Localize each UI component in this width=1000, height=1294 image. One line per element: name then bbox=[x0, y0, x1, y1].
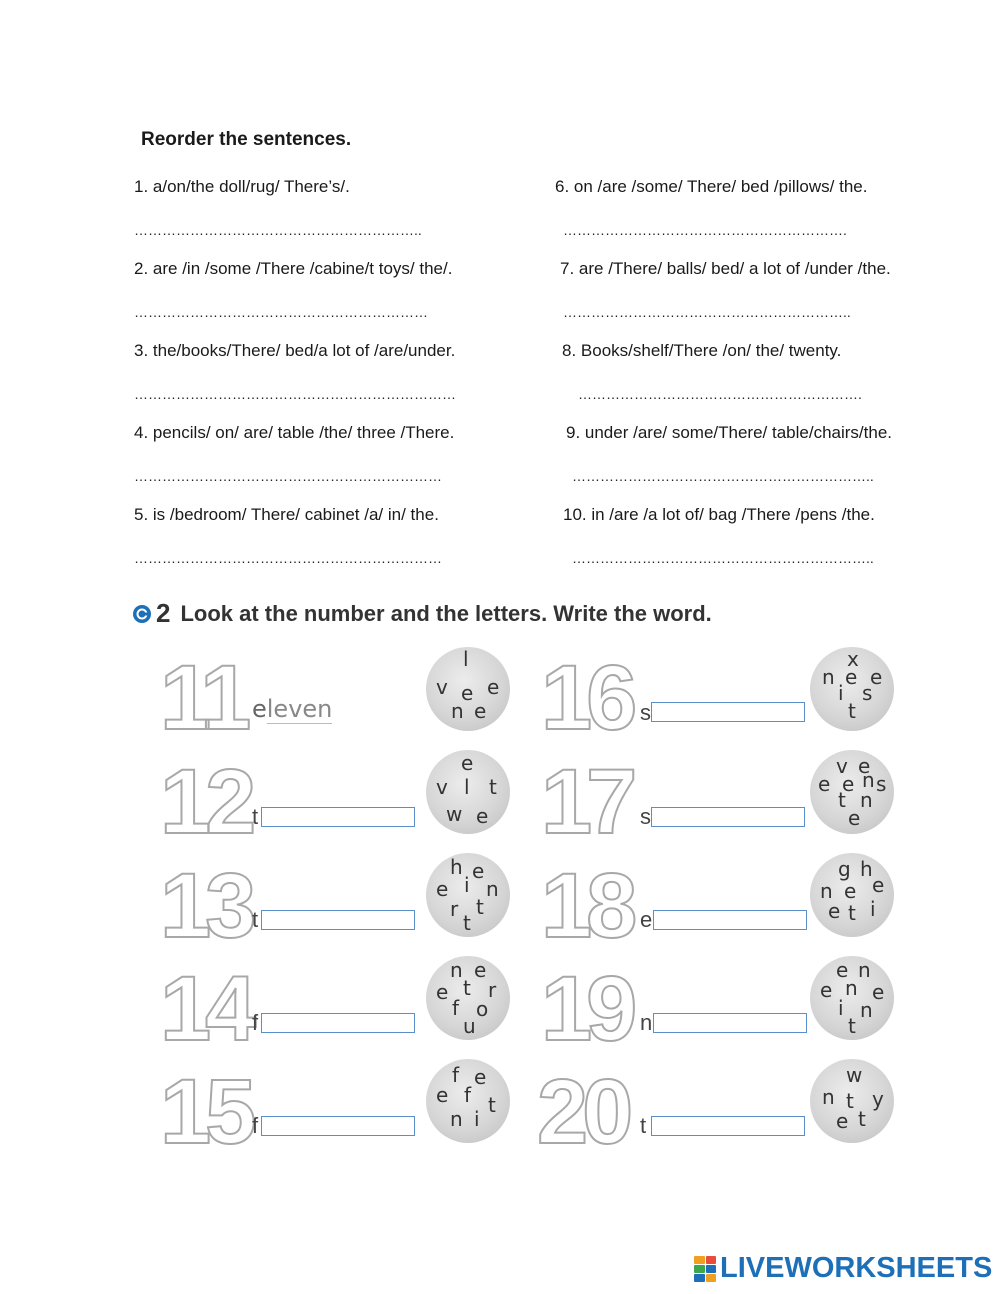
circle-letter: e bbox=[845, 665, 858, 689]
circle-letter: h bbox=[450, 855, 463, 879]
letter-circle-14 bbox=[426, 956, 510, 1040]
circle-letter: e bbox=[828, 899, 841, 923]
letter-circle-11 bbox=[426, 647, 510, 731]
circle-letter: e bbox=[870, 665, 883, 689]
circle-letter: e bbox=[472, 859, 485, 883]
logo-text: LIVEWORKSHEETS bbox=[720, 1252, 993, 1284]
circle-letter: e bbox=[436, 1083, 449, 1107]
sentence-1: 1. a/on/the doll/rug/ There’s/. bbox=[134, 177, 350, 196]
sentence-2: 2. are /in /some /There /cabine/t toys/ the/. bbox=[134, 259, 453, 278]
logo-mark-icon bbox=[694, 1256, 716, 1282]
circle-letter: u bbox=[463, 1014, 476, 1038]
answer-line-4: ………………………………………………………… bbox=[134, 468, 442, 484]
letter-circle-17 bbox=[810, 750, 894, 834]
circle-letter: e bbox=[820, 978, 833, 1002]
sentence-9: 9. under /are/ some/There/ table/chairs/the. bbox=[566, 423, 893, 442]
answer-line-6: ……………………………………………………. bbox=[563, 222, 847, 238]
circle-letter: t bbox=[848, 699, 856, 723]
letter-circle-15 bbox=[426, 1059, 510, 1143]
circle-letter: n bbox=[450, 958, 463, 982]
circle-letter: g bbox=[838, 857, 851, 881]
circle-letter: n bbox=[862, 768, 875, 792]
exercise-2-title: Look at the number and the letters. Write the word. bbox=[180, 600, 712, 626]
circle-letter: t bbox=[489, 775, 497, 799]
exercise-2-title-bar bbox=[132, 598, 712, 629]
number-14: 14 bbox=[160, 958, 251, 1060]
circle-letter: e bbox=[818, 772, 831, 796]
circle-letter: t bbox=[488, 1093, 496, 1117]
circle-letter: e bbox=[872, 873, 885, 897]
answer-line-10: ……………………………………………………….. bbox=[572, 550, 874, 566]
sentence-4: 4. pencils/ on/ are/ table /the/ three /There. bbox=[134, 423, 455, 442]
circle-letter: n bbox=[845, 976, 858, 1000]
circle-letter: e bbox=[872, 980, 885, 1004]
answer-line-9: ……………………………………………………….. bbox=[572, 468, 874, 484]
circle-letter: i bbox=[870, 897, 876, 921]
number-15: 15 bbox=[160, 1061, 251, 1163]
first-letter-15: f bbox=[252, 1113, 259, 1138]
circle-letter: n bbox=[451, 699, 464, 723]
circle-letter: l bbox=[464, 775, 470, 799]
exercise-1-title: Reorder the sentences. bbox=[141, 129, 352, 150]
circle-letter: t bbox=[838, 788, 846, 812]
audio-disc-icon bbox=[132, 604, 152, 624]
answer-input-12[interactable] bbox=[261, 807, 415, 827]
answer-line-5: ………………………………………………………… bbox=[134, 550, 442, 566]
letter-circle-19 bbox=[810, 956, 894, 1040]
first-letter-17: s bbox=[640, 804, 651, 829]
circle-letter: e bbox=[487, 675, 500, 699]
circle-letter: e bbox=[474, 1065, 487, 1089]
example-first-letter: e bbox=[252, 695, 267, 723]
letter-circle-16 bbox=[810, 647, 894, 731]
circle-letter: v bbox=[436, 775, 448, 799]
first-letter-19: n bbox=[640, 1010, 653, 1035]
circle-letter: i bbox=[838, 681, 844, 705]
circle-letter: f bbox=[464, 1083, 472, 1107]
answer-input-15[interactable] bbox=[261, 1116, 415, 1136]
circle-letter: n bbox=[860, 788, 873, 812]
sentence-8: 8. Books/shelf/There /on/ the/ twenty. bbox=[562, 341, 842, 360]
circle-letter: i bbox=[474, 1107, 480, 1131]
number-18: 18 bbox=[541, 855, 632, 957]
circle-letter: f bbox=[452, 996, 460, 1020]
circle-letter: e bbox=[436, 877, 449, 901]
circle-letter: w bbox=[846, 1063, 863, 1087]
answer-input-14[interactable] bbox=[261, 1013, 415, 1033]
circle-letter: e bbox=[848, 806, 861, 830]
answer-line-2: ……………………………………………………… bbox=[134, 304, 428, 320]
letter-circle-12 bbox=[426, 750, 510, 834]
circle-letter: e bbox=[476, 804, 489, 828]
circle-letter: e bbox=[858, 754, 871, 778]
number-17: 17 bbox=[541, 751, 632, 853]
circle-letter: t bbox=[848, 901, 856, 925]
answer-input-16[interactable] bbox=[651, 702, 805, 722]
sentence-3: 3. the/books/There/ bed/a lot of /are/under. bbox=[134, 341, 456, 360]
number-11: 11 bbox=[160, 647, 246, 749]
circle-letter: e bbox=[474, 699, 487, 723]
circle-letter: n bbox=[486, 877, 499, 901]
answer-input-19[interactable] bbox=[653, 1013, 807, 1033]
circle-letter: h bbox=[860, 857, 873, 881]
circle-letter: v bbox=[436, 675, 448, 699]
circle-letter: o bbox=[476, 997, 489, 1021]
circle-letter: e bbox=[474, 958, 487, 982]
circle-letter: t bbox=[848, 1014, 856, 1038]
letter-circle-13 bbox=[426, 853, 510, 937]
circle-letter: r bbox=[488, 978, 497, 1002]
first-letter-20: t bbox=[640, 1113, 647, 1138]
circle-letter: s bbox=[862, 681, 873, 705]
first-letter-12: t bbox=[252, 804, 259, 829]
circle-letter: t bbox=[858, 1107, 866, 1131]
circle-letter: e bbox=[461, 681, 474, 705]
circle-letter: t bbox=[463, 911, 471, 935]
circle-letter: y bbox=[872, 1087, 884, 1111]
circle-letter: e bbox=[836, 1109, 849, 1133]
circle-letter: r bbox=[450, 897, 459, 921]
circle-letter: n bbox=[858, 958, 871, 982]
letter-circle-18 bbox=[810, 853, 894, 937]
example-rest-letters: leven bbox=[266, 695, 333, 723]
number-16: 16 bbox=[541, 647, 632, 749]
first-letter-13: t bbox=[252, 907, 259, 932]
number-20: 20 bbox=[537, 1061, 628, 1163]
sentence-7: 7. are /There/ balls/ bed/ a lot of /under /the. bbox=[560, 259, 891, 278]
circle-letter: e bbox=[836, 958, 849, 982]
circle-letter: n bbox=[820, 879, 833, 903]
circle-letter: f bbox=[452, 1063, 460, 1087]
circle-letter: e bbox=[844, 879, 857, 903]
circle-letter: n bbox=[450, 1107, 463, 1131]
circle-letter: s bbox=[876, 772, 887, 796]
answer-line-1: …………………………………………………….. bbox=[134, 222, 422, 238]
first-letter-14: f bbox=[252, 1010, 259, 1035]
answer-line-8: ……………………………………………………. bbox=[578, 386, 862, 402]
circle-letter: w bbox=[446, 802, 463, 826]
sentence-5: 5. is /bedroom/ There/ cabinet /a/ in/ the. bbox=[134, 505, 439, 524]
number-19: 19 bbox=[541, 958, 632, 1060]
sentence-10: 10. in /are /a lot of/ bag /There /pens /the. bbox=[563, 505, 875, 524]
exercise-2-number: 2 bbox=[156, 598, 171, 628]
circle-letter: x bbox=[847, 647, 859, 671]
circle-letter: i bbox=[464, 873, 470, 897]
answer-input-20[interactable] bbox=[651, 1116, 805, 1136]
circle-letter: n bbox=[822, 665, 835, 689]
circle-letter: t bbox=[846, 1089, 854, 1113]
circle-letter: n bbox=[860, 998, 873, 1022]
answer-input-17[interactable] bbox=[651, 807, 805, 827]
answer-line-7: …………………………………………………….. bbox=[563, 304, 851, 320]
circle-letter: e bbox=[436, 980, 449, 1004]
answer-input-18[interactable] bbox=[653, 910, 807, 930]
circle-letter: i bbox=[838, 996, 844, 1020]
sentence-6: 6. on /are /some/ There/ bed /pillows/ the. bbox=[555, 177, 868, 196]
answer-line-3: …………………………………………………………… bbox=[134, 386, 456, 402]
circle-letter: l bbox=[463, 647, 469, 671]
first-letter-16: s bbox=[640, 700, 651, 725]
number-13: 13 bbox=[160, 855, 251, 957]
circle-letter: e bbox=[461, 751, 474, 775]
answer-input-13[interactable] bbox=[261, 910, 415, 930]
circle-letter: n bbox=[822, 1085, 835, 1109]
circle-letter: t bbox=[476, 895, 484, 919]
letter-circle-20 bbox=[810, 1059, 894, 1143]
example-answer-eleven bbox=[252, 695, 332, 723]
liveworksheets-logo bbox=[694, 1252, 992, 1285]
circle-letter: e bbox=[842, 772, 855, 796]
circle-letter: v bbox=[836, 754, 848, 778]
number-12: 12 bbox=[160, 751, 251, 853]
circle-letter: t bbox=[463, 976, 471, 1000]
first-letter-18: e bbox=[640, 907, 653, 932]
